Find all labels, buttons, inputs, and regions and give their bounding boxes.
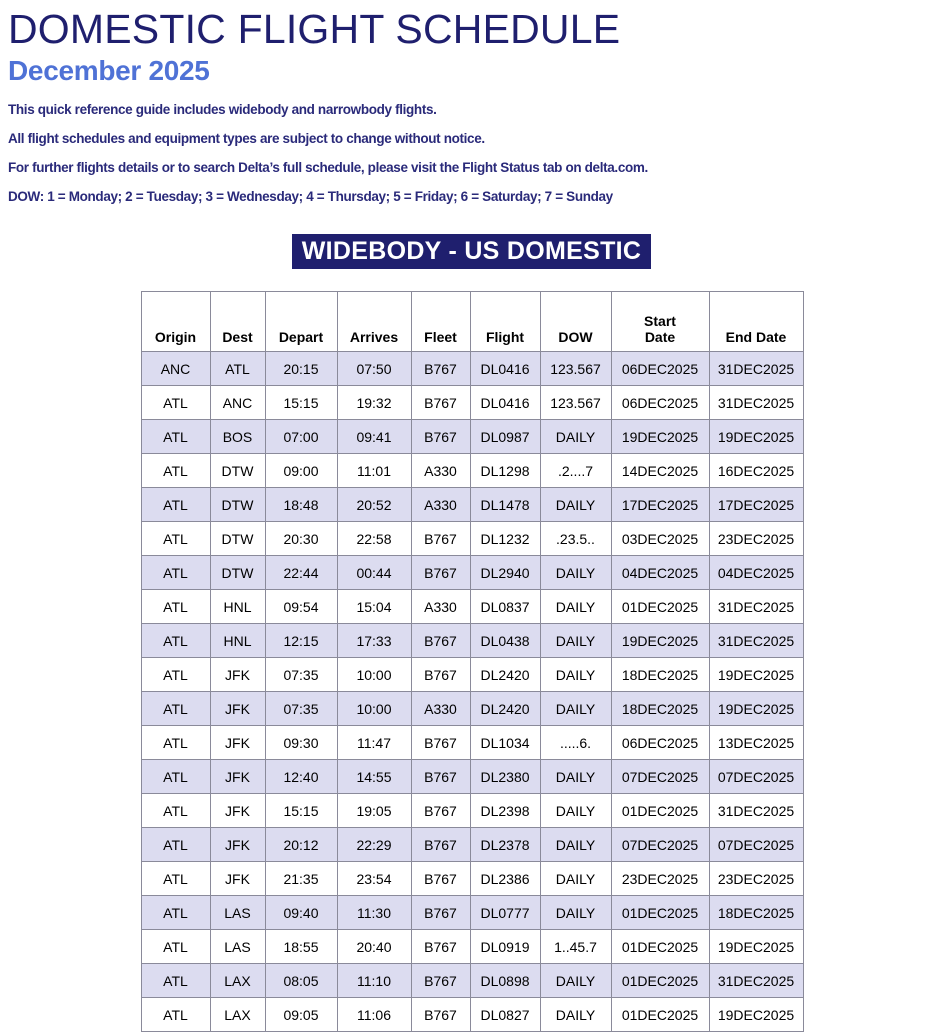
column-header-start-date-line2: Date: [644, 329, 676, 345]
cell-dow: 123.567: [540, 352, 611, 386]
cell-dow: .2....7: [540, 454, 611, 488]
cell-arrives: 14:55: [337, 760, 411, 794]
table-row: [141, 964, 803, 998]
cell-end-date: 04DEC2025: [709, 556, 803, 590]
cell-end-date: 31DEC2025: [709, 352, 803, 386]
cell-dow: DAILY: [540, 590, 611, 624]
cell-flight: DL2398: [470, 794, 540, 828]
cell-depart: 07:35: [265, 692, 337, 726]
table-row: [141, 386, 803, 420]
table-row: [141, 896, 803, 930]
table-row: [141, 862, 803, 896]
cell-fleet: B767: [411, 964, 470, 998]
cell-dow: DAILY: [540, 896, 611, 930]
table-body: [141, 352, 803, 1032]
cell-start-date: 04DEC2025: [611, 556, 709, 590]
note-line-dow-legend: DOW: 1 = Monday; 2 = Tuesday; 3 = Wednesday; 4 = Thursday; 5 = Friday; 6 = Saturday; 7 = Sunday: [8, 189, 613, 204]
cell-depart: 09:30: [265, 726, 337, 760]
cell-start-date: 06DEC2025: [611, 726, 709, 760]
cell-flight: DL0827: [470, 998, 540, 1032]
cell-dow: DAILY: [540, 488, 611, 522]
cell-origin: ATL: [141, 726, 210, 760]
cell-fleet: B767: [411, 794, 470, 828]
cell-dest: LAX: [210, 964, 265, 998]
cell-dow: 123.567: [540, 386, 611, 420]
cell-fleet: B767: [411, 726, 470, 760]
cell-dest: JFK: [210, 828, 265, 862]
cell-arrives: 09:41: [337, 420, 411, 454]
cell-origin: ATL: [141, 590, 210, 624]
cell-origin: ATL: [141, 794, 210, 828]
cell-flight: DL1298: [470, 454, 540, 488]
cell-start-date: 18DEC2025: [611, 692, 709, 726]
cell-arrives: 20:40: [337, 930, 411, 964]
cell-dow: DAILY: [540, 998, 611, 1032]
cell-end-date: 19DEC2025: [709, 692, 803, 726]
table-row: [141, 726, 803, 760]
column-header-dest: Dest: [210, 292, 265, 352]
cell-fleet: B767: [411, 828, 470, 862]
cell-dest: DTW: [210, 488, 265, 522]
cell-arrives: 11:30: [337, 896, 411, 930]
cell-fleet: B767: [411, 930, 470, 964]
cell-arrives: 20:52: [337, 488, 411, 522]
cell-flight: DL1232: [470, 522, 540, 556]
cell-origin: ATL: [141, 760, 210, 794]
cell-depart: 12:15: [265, 624, 337, 658]
note-line-2: All flight schedules and equipment types are subject to change without notice.: [8, 131, 485, 146]
cell-end-date: 19DEC2025: [709, 930, 803, 964]
cell-end-date: 19DEC2025: [709, 420, 803, 454]
cell-fleet: B767: [411, 420, 470, 454]
cell-dest: LAS: [210, 896, 265, 930]
cell-dow: DAILY: [540, 794, 611, 828]
page-subtitle: December 2025: [8, 55, 210, 86]
cell-dow: DAILY: [540, 658, 611, 692]
cell-start-date: 17DEC2025: [611, 488, 709, 522]
cell-start-date: 01DEC2025: [611, 930, 709, 964]
cell-depart: 20:12: [265, 828, 337, 862]
cell-fleet: B767: [411, 556, 470, 590]
cell-depart: 18:48: [265, 488, 337, 522]
column-header-origin: Origin: [141, 292, 210, 352]
cell-dow: DAILY: [540, 556, 611, 590]
table-row: [141, 658, 803, 692]
cell-start-date: 03DEC2025: [611, 522, 709, 556]
cell-arrives: 11:01: [337, 454, 411, 488]
cell-arrives: 10:00: [337, 658, 411, 692]
cell-fleet: B767: [411, 998, 470, 1032]
cell-depart: 09:00: [265, 454, 337, 488]
cell-fleet: A330: [411, 590, 470, 624]
table-row: [141, 556, 803, 590]
cell-arrives: 07:50: [337, 352, 411, 386]
cell-fleet: A330: [411, 488, 470, 522]
cell-end-date: 31DEC2025: [709, 794, 803, 828]
column-header-start-date: [611, 292, 709, 352]
cell-origin: ATL: [141, 828, 210, 862]
column-header-flight: Flight: [470, 292, 540, 352]
cell-dow: DAILY: [540, 692, 611, 726]
cell-flight: DL1034: [470, 726, 540, 760]
cell-start-date: 23DEC2025: [611, 862, 709, 896]
table-row: [141, 760, 803, 794]
cell-origin: ATL: [141, 692, 210, 726]
masthead: [0, 0, 943, 88]
column-header-start-date-line1: Start: [644, 313, 676, 329]
note-line-3: For further flights details or to search Delta’s full schedule, please visit the Flight Status tab on delta.com.: [8, 160, 648, 175]
cell-dow: DAILY: [540, 624, 611, 658]
cell-flight: DL0898: [470, 964, 540, 998]
cell-depart: 07:35: [265, 658, 337, 692]
cell-start-date: 01DEC2025: [611, 590, 709, 624]
cell-end-date: 07DEC2025: [709, 828, 803, 862]
cell-start-date: 07DEC2025: [611, 828, 709, 862]
column-header-arrives: Arrives: [337, 292, 411, 352]
cell-dow: DAILY: [540, 862, 611, 896]
cell-depart: 09:54: [265, 590, 337, 624]
cell-dest: DTW: [210, 522, 265, 556]
cell-dow: 1..45.7: [540, 930, 611, 964]
cell-fleet: B767: [411, 862, 470, 896]
cell-arrives: 19:32: [337, 386, 411, 420]
cell-dest: ANC: [210, 386, 265, 420]
cell-dest: JFK: [210, 692, 265, 726]
table-row: [141, 352, 803, 386]
cell-flight: DL0837: [470, 590, 540, 624]
cell-arrives: 22:58: [337, 522, 411, 556]
column-header-depart: Depart: [265, 292, 337, 352]
cell-start-date: 14DEC2025: [611, 454, 709, 488]
cell-flight: DL2940: [470, 556, 540, 590]
cell-fleet: A330: [411, 454, 470, 488]
cell-end-date: 13DEC2025: [709, 726, 803, 760]
flight-schedule-table: [141, 291, 804, 1032]
cell-fleet: B767: [411, 522, 470, 556]
cell-origin: ATL: [141, 930, 210, 964]
cell-depart: 18:55: [265, 930, 337, 964]
schedule-table-wrap: [141, 291, 803, 1032]
cell-depart: 20:30: [265, 522, 337, 556]
cell-dest: DTW: [210, 454, 265, 488]
cell-end-date: 31DEC2025: [709, 590, 803, 624]
cell-end-date: 19DEC2025: [709, 998, 803, 1032]
cell-flight: DL2420: [470, 658, 540, 692]
cell-arrives: 17:33: [337, 624, 411, 658]
cell-flight: DL2380: [470, 760, 540, 794]
cell-end-date: 31DEC2025: [709, 964, 803, 998]
cell-flight: DL0416: [470, 386, 540, 420]
cell-flight: DL2386: [470, 862, 540, 896]
cell-dest: JFK: [210, 760, 265, 794]
cell-end-date: 19DEC2025: [709, 658, 803, 692]
cell-end-date: 17DEC2025: [709, 488, 803, 522]
cell-dest: JFK: [210, 794, 265, 828]
cell-origin: ATL: [141, 420, 210, 454]
cell-dest: JFK: [210, 726, 265, 760]
cell-flight: DL0987: [470, 420, 540, 454]
cell-flight: DL1478: [470, 488, 540, 522]
cell-flight: DL0777: [470, 896, 540, 930]
cell-origin: ATL: [141, 998, 210, 1032]
cell-end-date: 07DEC2025: [709, 760, 803, 794]
cell-origin: ATL: [141, 964, 210, 998]
table-row: [141, 488, 803, 522]
cell-origin: ATL: [141, 488, 210, 522]
cell-end-date: 31DEC2025: [709, 624, 803, 658]
table-row: [141, 624, 803, 658]
cell-flight: DL2420: [470, 692, 540, 726]
cell-dest: JFK: [210, 862, 265, 896]
cell-end-date: 23DEC2025: [709, 522, 803, 556]
cell-flight: DL0416: [470, 352, 540, 386]
cell-start-date: 19DEC2025: [611, 420, 709, 454]
cell-dest: ATL: [210, 352, 265, 386]
table-header-row: [141, 292, 803, 352]
cell-fleet: B767: [411, 624, 470, 658]
cell-arrives: 23:54: [337, 862, 411, 896]
table-row: [141, 522, 803, 556]
cell-depart: 12:40: [265, 760, 337, 794]
cell-start-date: 19DEC2025: [611, 624, 709, 658]
cell-origin: ATL: [141, 556, 210, 590]
table-row: [141, 420, 803, 454]
cell-arrives: 00:44: [337, 556, 411, 590]
cell-start-date: 07DEC2025: [611, 760, 709, 794]
cell-arrives: 10:00: [337, 692, 411, 726]
cell-arrives: 15:04: [337, 590, 411, 624]
cell-flight: DL0919: [470, 930, 540, 964]
section-banner-wrap: [0, 234, 943, 269]
cell-dest: BOS: [210, 420, 265, 454]
cell-origin: ATL: [141, 522, 210, 556]
cell-depart: 09:05: [265, 998, 337, 1032]
cell-dest: HNL: [210, 624, 265, 658]
column-header-fleet: Fleet: [411, 292, 470, 352]
cell-dest: LAS: [210, 930, 265, 964]
cell-depart: 21:35: [265, 862, 337, 896]
cell-dest: JFK: [210, 658, 265, 692]
cell-arrives: 11:47: [337, 726, 411, 760]
cell-flight: DL2378: [470, 828, 540, 862]
cell-dow: .....6.: [540, 726, 611, 760]
cell-dow: DAILY: [540, 828, 611, 862]
cell-depart: 08:05: [265, 964, 337, 998]
cell-fleet: B767: [411, 760, 470, 794]
cell-dest: HNL: [210, 590, 265, 624]
cell-depart: 15:15: [265, 794, 337, 828]
cell-dest: DTW: [210, 556, 265, 590]
cell-dow: DAILY: [540, 760, 611, 794]
cell-start-date: 18DEC2025: [611, 658, 709, 692]
cell-dest: LAX: [210, 998, 265, 1032]
cell-origin: ATL: [141, 454, 210, 488]
cell-dow: DAILY: [540, 420, 611, 454]
cell-start-date: 01DEC2025: [611, 794, 709, 828]
note-line-1: This quick reference guide includes widebody and narrowbody flights.: [8, 102, 437, 117]
cell-origin: ATL: [141, 658, 210, 692]
table-row: [141, 454, 803, 488]
table-row: [141, 692, 803, 726]
cell-depart: 07:00: [265, 420, 337, 454]
table-row: [141, 828, 803, 862]
cell-start-date: 01DEC2025: [611, 896, 709, 930]
cell-end-date: 23DEC2025: [709, 862, 803, 896]
cell-end-date: 31DEC2025: [709, 386, 803, 420]
table-row: [141, 930, 803, 964]
column-header-end-date: End Date: [709, 292, 803, 352]
cell-origin: ANC: [141, 352, 210, 386]
cell-end-date: 16DEC2025: [709, 454, 803, 488]
table-row: [141, 794, 803, 828]
cell-depart: 15:15: [265, 386, 337, 420]
cell-fleet: A330: [411, 692, 470, 726]
table-row: [141, 590, 803, 624]
table-row: [141, 998, 803, 1032]
cell-depart: 09:40: [265, 896, 337, 930]
cell-arrives: 11:10: [337, 964, 411, 998]
cell-origin: ATL: [141, 624, 210, 658]
cell-origin: ATL: [141, 896, 210, 930]
cell-dow: DAILY: [540, 964, 611, 998]
cell-end-date: 18DEC2025: [709, 896, 803, 930]
cell-origin: ATL: [141, 862, 210, 896]
section-banner-widebody-us-domestic: WIDEBODY - US DOMESTIC: [292, 234, 652, 269]
cell-start-date: 06DEC2025: [611, 386, 709, 420]
cell-dow: .23.5..: [540, 522, 611, 556]
cell-fleet: B767: [411, 658, 470, 692]
cell-start-date: 01DEC2025: [611, 998, 709, 1032]
cell-depart: 20:15: [265, 352, 337, 386]
table-header: [141, 292, 803, 352]
cell-arrives: 22:29: [337, 828, 411, 862]
cell-arrives: 19:05: [337, 794, 411, 828]
cell-fleet: B767: [411, 896, 470, 930]
cell-start-date: 06DEC2025: [611, 352, 709, 386]
cell-depart: 22:44: [265, 556, 337, 590]
intro-notes: [0, 88, 943, 204]
page-title: DOMESTIC FLIGHT SCHEDULE: [8, 6, 621, 52]
cell-start-date: 01DEC2025: [611, 964, 709, 998]
cell-arrives: 11:06: [337, 998, 411, 1032]
cell-fleet: B767: [411, 352, 470, 386]
cell-origin: ATL: [141, 386, 210, 420]
cell-fleet: B767: [411, 386, 470, 420]
cell-flight: DL0438: [470, 624, 540, 658]
column-header-dow: DOW: [540, 292, 611, 352]
